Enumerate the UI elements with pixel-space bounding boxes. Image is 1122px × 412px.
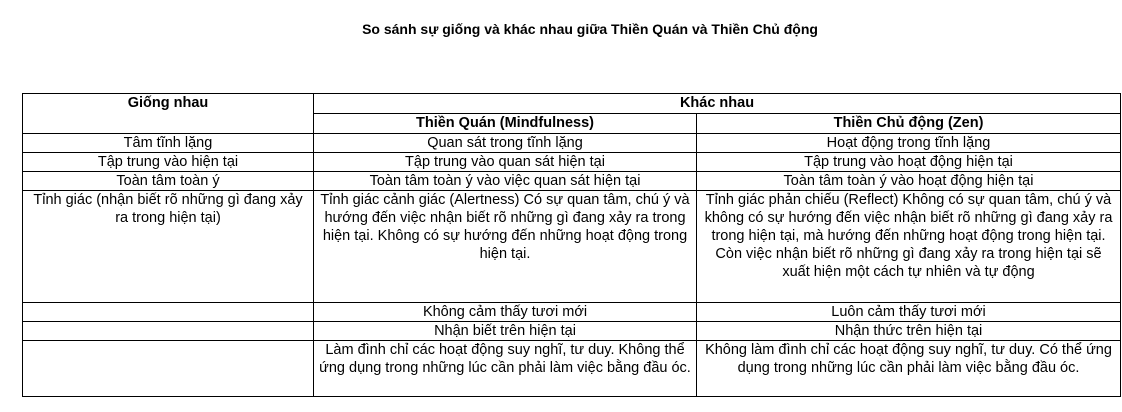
cell-mindfulness: Làm đình chỉ các hoạt động suy nghĩ, tư duy. Không thể ứng dụng trong những lúc cần phải làm việc bằng đầu óc. — [314, 341, 697, 397]
page-title: So sánh sự giống và khác nhau giữa Thiền Quán và Thiền Chủ động — [362, 21, 818, 37]
header-similar: Giống nhau — [23, 94, 314, 134]
cell-zen: Tập trung vào hoạt động hiện tại — [697, 153, 1121, 172]
table-row — [23, 322, 1121, 341]
header-different: Khác nhau — [314, 94, 1121, 114]
table-row — [23, 153, 1121, 172]
cell-zen: Toàn tâm toàn ý vào hoạt động hiện tại — [697, 172, 1121, 191]
cell-mindfulness: Tỉnh giác cảnh giác (Alertness) Có sự quan tâm, chú ý và hướng đến việc nhận biết rõ những gì đang xảy ra trong hiện tại. Không có sự hướng đến những hoạt động trong hiện tại. — [314, 191, 697, 303]
cell-mindfulness: Tập trung vào quan sát hiện tại — [314, 153, 697, 172]
cell-similar: Toàn tâm toàn ý — [23, 172, 314, 191]
header-row — [23, 94, 1121, 114]
cell-similar: Tâm tĩnh lặng — [23, 134, 314, 153]
cell-similar — [23, 341, 314, 397]
cell-mindfulness: Toàn tâm toàn ý vào việc quan sát hiện tại — [314, 172, 697, 191]
header-mindfulness: Thiền Quán (Mindfulness) — [314, 114, 697, 134]
cell-similar: Tỉnh giác (nhận biết rõ những gì đang xảy ra trong hiện tại) — [23, 191, 314, 303]
comparison-table — [22, 93, 1121, 397]
header-zen: Thiền Chủ động (Zen) — [697, 114, 1121, 134]
cell-zen: Hoạt động trong tĩnh lặng — [697, 134, 1121, 153]
cell-zen: Luôn cảm thấy tươi mới — [697, 303, 1121, 322]
table-row — [23, 134, 1121, 153]
cell-mindfulness: Nhận biết trên hiện tại — [314, 322, 697, 341]
table-row — [23, 341, 1121, 397]
cell-zen: Nhận thức trên hiện tại — [697, 322, 1121, 341]
cell-similar — [23, 303, 314, 322]
table-row — [23, 191, 1121, 303]
table-row — [23, 303, 1121, 322]
cell-mindfulness: Quan sát trong tĩnh lặng — [314, 134, 697, 153]
table-row — [23, 172, 1121, 191]
cell-zen: Tỉnh giác phản chiếu (Reflect) Không có sự quan tâm, chú ý và không có sự hướng đến việc nhận biết rõ những gì đang xảy ra trong hiện tại, mà hướng đến những hoạt động trong hiện tại. Còn việc nhận biết rõ những gì đang xảy ra trong hiện tại sẽ xuất hiện một cách tự nhiên và tự động — [697, 191, 1121, 303]
cell-similar: Tập trung vào hiện tại — [23, 153, 314, 172]
cell-zen: Không làm đình chỉ các hoạt động suy nghĩ, tư duy. Có thể ứng dụng trong những lúc cần phải làm việc bằng đầu óc. — [697, 341, 1121, 397]
cell-similar — [23, 322, 314, 341]
cell-mindfulness: Không cảm thấy tươi mới — [314, 303, 697, 322]
